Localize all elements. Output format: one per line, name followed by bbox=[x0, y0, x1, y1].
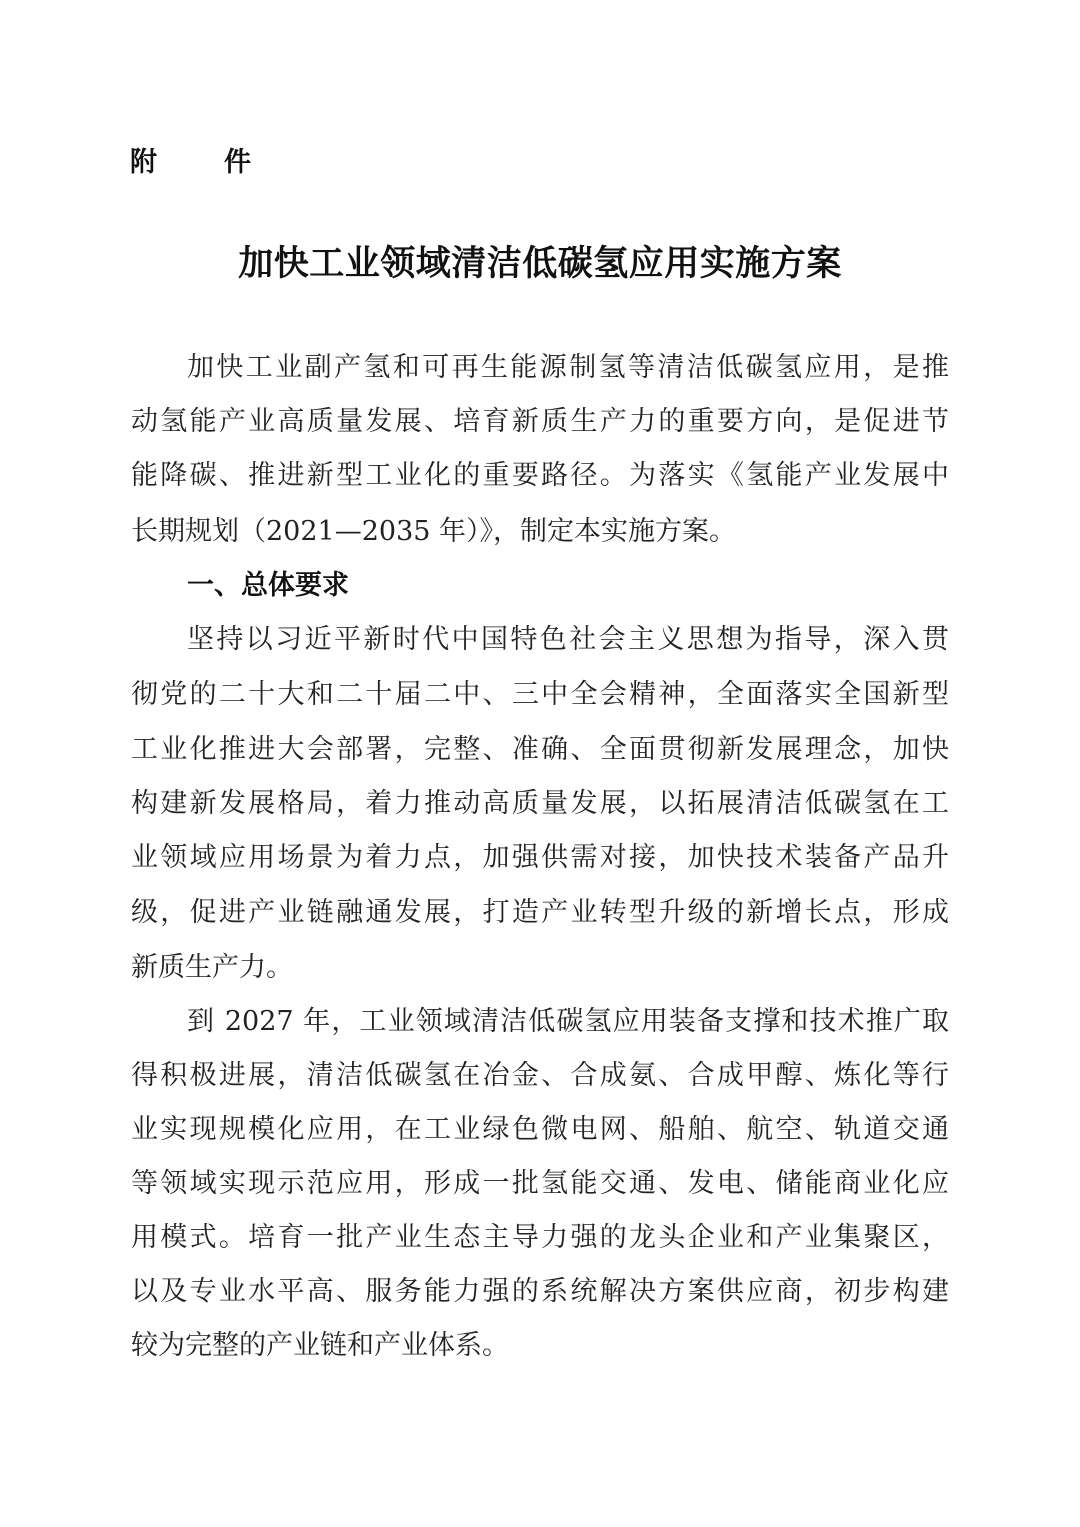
paragraph-line: 等领域实现示范应用，形成一批氢能交通、发电、储能商业化应 bbox=[131, 1168, 949, 1199]
intro-line: 加快工业副产氢和可再生能源制氢等清洁低碳氢应用，是推 bbox=[187, 352, 949, 383]
document-title: 加快工业领域清洁低碳氢应用实施方案 bbox=[238, 244, 842, 284]
paragraph-line: 坚持以习近平新时代中国特色社会主义思想为指导，深入贯 bbox=[187, 624, 949, 655]
paragraph-line: 业领域应用场景为着力点，加强供需对接，加快技术装备产品升 bbox=[131, 842, 949, 873]
paragraph-line: 用模式。培育一批产业生态主导力强的龙头企业和产业集聚区， bbox=[131, 1222, 949, 1253]
intro-line: 长期规划（2021—2035 年）》，制定本实施方案。 bbox=[131, 516, 737, 547]
paragraph-line: 到 2027 年，工业领域清洁低碳氢应用装备支撑和技术推广取 bbox=[187, 1006, 949, 1037]
paragraph-line: 彻党的二十大和二十届二中、三中全会精神，全面落实全国新型 bbox=[131, 679, 949, 710]
paragraph-line: 业实现规模化应用，在工业绿色微电网、船舶、航空、轨道交通 bbox=[131, 1114, 949, 1145]
paragraph-line: 较为完整的产业链和产业体系。 bbox=[131, 1330, 509, 1361]
intro-line: 能降碳、推进新型工业化的重要路径。为落实《氢能产业发展中 bbox=[131, 460, 949, 491]
paragraph-line: 工业化推进大会部署，完整、准确、全面贯彻新发展理念，加快 bbox=[131, 734, 949, 765]
paragraph-line: 以及专业水平高、服务能力强的系统解决方案供应商，初步构建 bbox=[131, 1276, 949, 1307]
paragraph-line: 级，促进产业链融通发展，打造产业转型升级的新增长点，形成 bbox=[131, 897, 949, 928]
paragraph-line: 得积极进展，清洁低碳氢在冶金、合成氨、合成甲醇、炼化等行 bbox=[131, 1060, 949, 1091]
section-heading: 一、总体要求 bbox=[187, 570, 349, 601]
attachment-label: 附 件 bbox=[130, 147, 271, 178]
intro-line: 动氢能产业高质量发展、培育新质生产力的重要方向，是促进节 bbox=[131, 406, 949, 437]
paragraph-line: 构建新发展格局，着力推动高质量发展，以拓展清洁低碳氢在工 bbox=[131, 788, 949, 819]
paragraph-line: 新质生产力。 bbox=[131, 952, 293, 983]
